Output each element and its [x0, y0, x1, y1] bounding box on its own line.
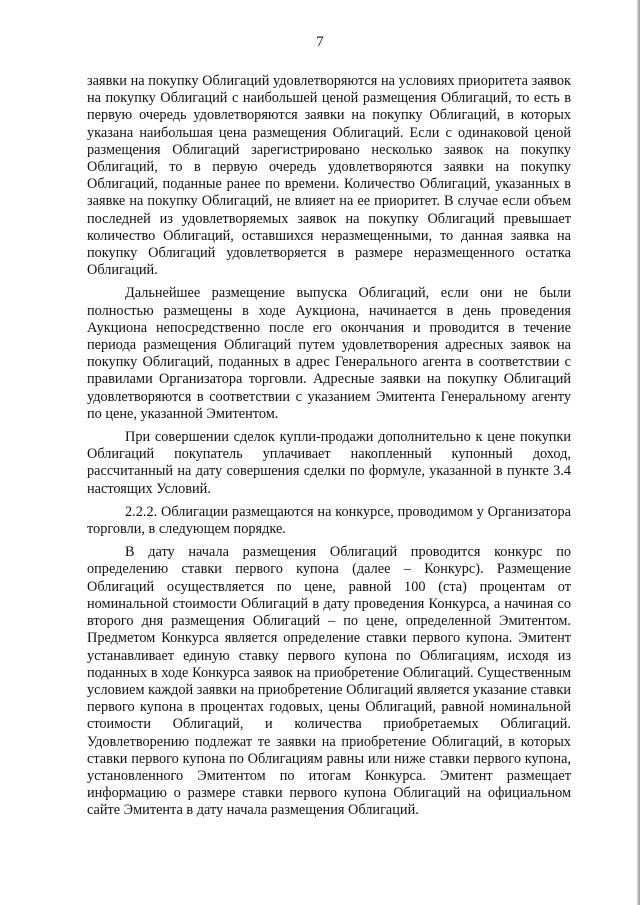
paragraph-further-placement: Дальнейшее размещение выпуска Облигаций, если они не были полностью размещены в ходе Аукциона, начинается в день проведения Аукциона непосредственно после его окончания и проводится в течение периода размещения Облигаций путем удовлетворения адресных заявок на покупку Облигаций, поданных в адрес Генерального агента в соответствии с правилами Организатора торговли. Адресные заявки на покупку Облигаций удовлетворяются в соответствии с указанием Эмитента Генеральному агенту по цене, указанной Эмитентом.: [87, 285, 571, 422]
paragraph-accrued-coupon: При совершении сделок купли-продажи дополнительно к цене покупки Облигаций покупатель уплачивает накопленный купонный доход, рассчитанный на дату совершения сделки по формуле, указанной в пункте 3.4 настоящих Условий.: [87, 429, 571, 497]
paragraph-section-2-2-2: 2.2.2. Облигации размещаются на конкурсе, проводимом у Организатора торговли, в следующем порядке.: [87, 503, 571, 538]
paragraph-auction-priority: заявки на покупку Облигаций удовлетворяются на условиях приоритета заявок на покупку Облигаций с наибольшей ценой размещения Облигаций, то есть в первую очередь удовлетворяются заявки на покупку Облигаций, в которых указана наибольшая цена размещения Облигаций. Если с одинаковой ценой размещения Облигаций зарегистрировано несколько заявок на покупку Облигаций, то в первую очередь удовлетворяются заявки на покупку Облигаций, поданные ранее по времени. Количество Облигаций, указанных в заявке на покупку Облигаций, не влияет на ее приоритет. В случае если объем последней из удовлетворяемых заявок на покупку Облигаций превышает количество Облигаций, оставшихся неразмещенными, то данная заявка на покупку Облигаций удовлетворяется в размере неразмещенного остатка Облигаций.: [87, 73, 571, 279]
document-body: [87, 73, 571, 826]
paragraph-competition-rules: В дату начала размещения Облигаций проводится конкурс по определению ставки первого купона (далее – Конкурс). Размещение Облигаций осуществляется по цене, равной 100 (ста) процентам от номинальной стоимости Облигаций в дату проведения Конкурса, а начиная со второго дня размещения Облигаций – по цене, определенной Эмитентом. Предметом Конкурса является определение ставки первого купона. Эмитент устанавливает единую ставку первого купона по Облигациям, исходя из поданных в ходе Конкурса заявок на приобретение Облигаций. Существенным условием каждой заявки на приобретение Облигаций является указание ставки первого купона в процентах годовых, цены Облигаций, равной номинальной стоимости Облигаций, и количества приобретаемых Облигаций. Удовлетворению подлежат те заявки на приобретение Облигаций, в которых ставки первого купона по Облигациям равны или ниже ставки первого купона, установленного Эмитентом по итогам Конкурса. Эмитент размещает информацию о размере ставки первого купона Облигаций на официальном сайте Эмитента в дату начала размещения Облигаций.: [87, 544, 571, 819]
page-number: 7: [316, 34, 324, 50]
